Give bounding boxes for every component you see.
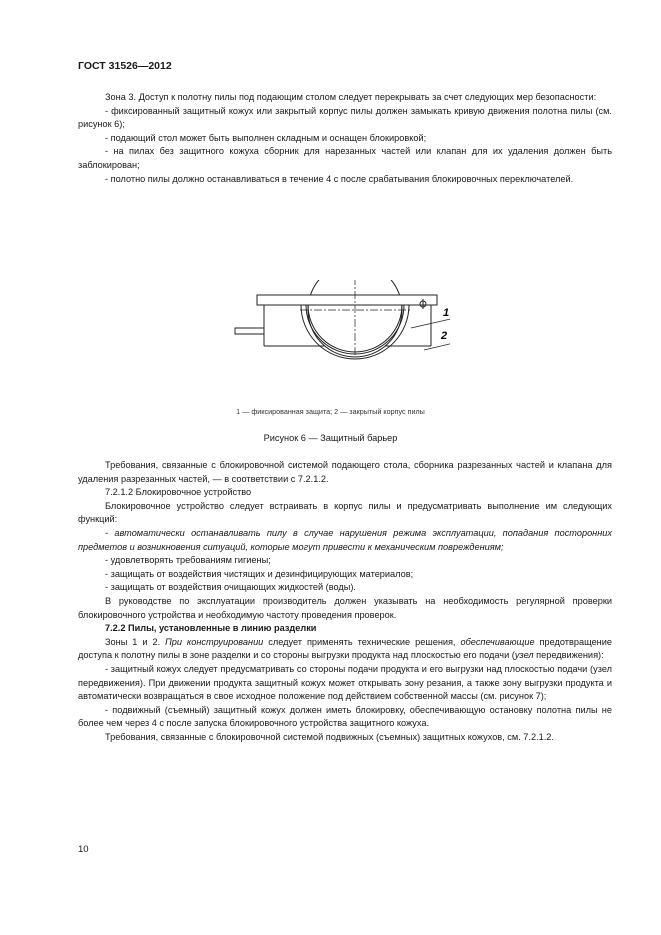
figure-legend: 1 — фиксированная защита; 2 — закрытый корпус пилы xyxy=(236,407,425,416)
list-item: - защищать от воздействия очищающих жидкостей (воды). xyxy=(105,582,356,593)
figure-label-1: 1 xyxy=(443,307,450,319)
list-item: - автоматически останавливать пилу в случае нарушения режима эксплуатации, попадания посторонних предметов и возникновения ситуаций, которые могут привести к механическим повреждениям; xyxy=(78,527,612,552)
figure-caption: Рисунок 6 — Защитный барьер xyxy=(263,433,398,443)
feed-table xyxy=(257,295,437,305)
outlet-pipe xyxy=(235,328,264,334)
paragraph: Требования, связанные с блокировочной системой подающего стола, сборника разрезанных частей и клапана для удаления разрезанных частей, — в соответствии с 7.2.1.2. xyxy=(78,460,612,484)
list-item: - фиксированный защитный кожух или закрытый корпус пилы должен замыкать кривую движения полотна пилы (см. рисунок 6); xyxy=(78,105,612,130)
list-item: - защитный кожух следует предусматривать со стороны подачи продукта и его выгрузки над плоскостью подачи (узел передвижения). При движении продукта защитный кожух может открывать зону резания, а также зону выгрузки продукта и автоматически возвращаться в свое исходное положение под действием собственной массы (см. рисунок 7); xyxy=(78,663,612,702)
protective-barrier-drawing xyxy=(230,280,450,360)
section-heading: 7.2.2 Пилы, установленные в линию разделки xyxy=(105,623,317,634)
main-section xyxy=(78,459,612,744)
text-run: передвижения): xyxy=(533,650,604,661)
figure-6-drawing xyxy=(230,280,450,360)
list-item: - защищать от воздействия чистящих и дезинфицирующих материалов; xyxy=(105,568,414,579)
list-item: - полотно пилы должно останавливаться в течение 4 с после срабатывания блокировочных переключателей. xyxy=(105,173,574,184)
italic-run: узел xyxy=(514,650,534,661)
zone3-section xyxy=(78,91,612,186)
paragraph: Зона 3. Доступ к полотну пилы под подающим столом следует перекрывать за счет следующих мер безопасности: xyxy=(105,92,597,102)
paragraph xyxy=(78,636,612,663)
text-run: Зоны 1 и 2. xyxy=(105,636,166,647)
list-item: - на пилах без защитного кожуха сборник для нарезанных частей или клапан для их удаления должен быть заблокирован; xyxy=(78,146,612,170)
list-item: - подающий стол может быть выполнен складным и оснащен блокировкой; xyxy=(105,132,427,143)
paragraph: Блокировочное устройство следует встраивать в корпус пилы и предусматривать выполнение им следующих функций: xyxy=(78,500,612,525)
subsection-heading: 7.2.1.2 Блокировочное устройство xyxy=(105,487,252,498)
list-item: - удовлетворять требованиям гигиены; xyxy=(105,555,271,566)
italic-run: При конструировании xyxy=(165,636,264,647)
figure-label-2: 2 xyxy=(441,330,448,342)
italic-run: обеспечивающие xyxy=(460,636,535,647)
document-header: ГОСТ 31526—2012 xyxy=(78,60,172,72)
paragraph: Требования, связанные с блокировочной системой подвижных (съемных) защитных кожухов, см. 7.2.1.2. xyxy=(105,731,554,742)
paragraph: В руководстве по эксплуатации производитель должен указывать на необходимость регулярной проверки блокировочного устройства и необходимую частоту проведения проверок. xyxy=(78,595,612,620)
text-run: следует применять технические решения, xyxy=(263,636,461,647)
text-run: предотвращение доступа к полотну пилы в зоне разделки и со стороны выгрузки продукта над плоскостью его подачи ( xyxy=(78,636,612,661)
page-number: 10 xyxy=(78,844,89,855)
list-item: - подвижный (съемный) защитный кожух должен иметь блокировку, обеспечивающую остановку полотна пилы не более чем через 4 с после запуска блокировочного устройства защитного кожуха. xyxy=(78,704,612,729)
